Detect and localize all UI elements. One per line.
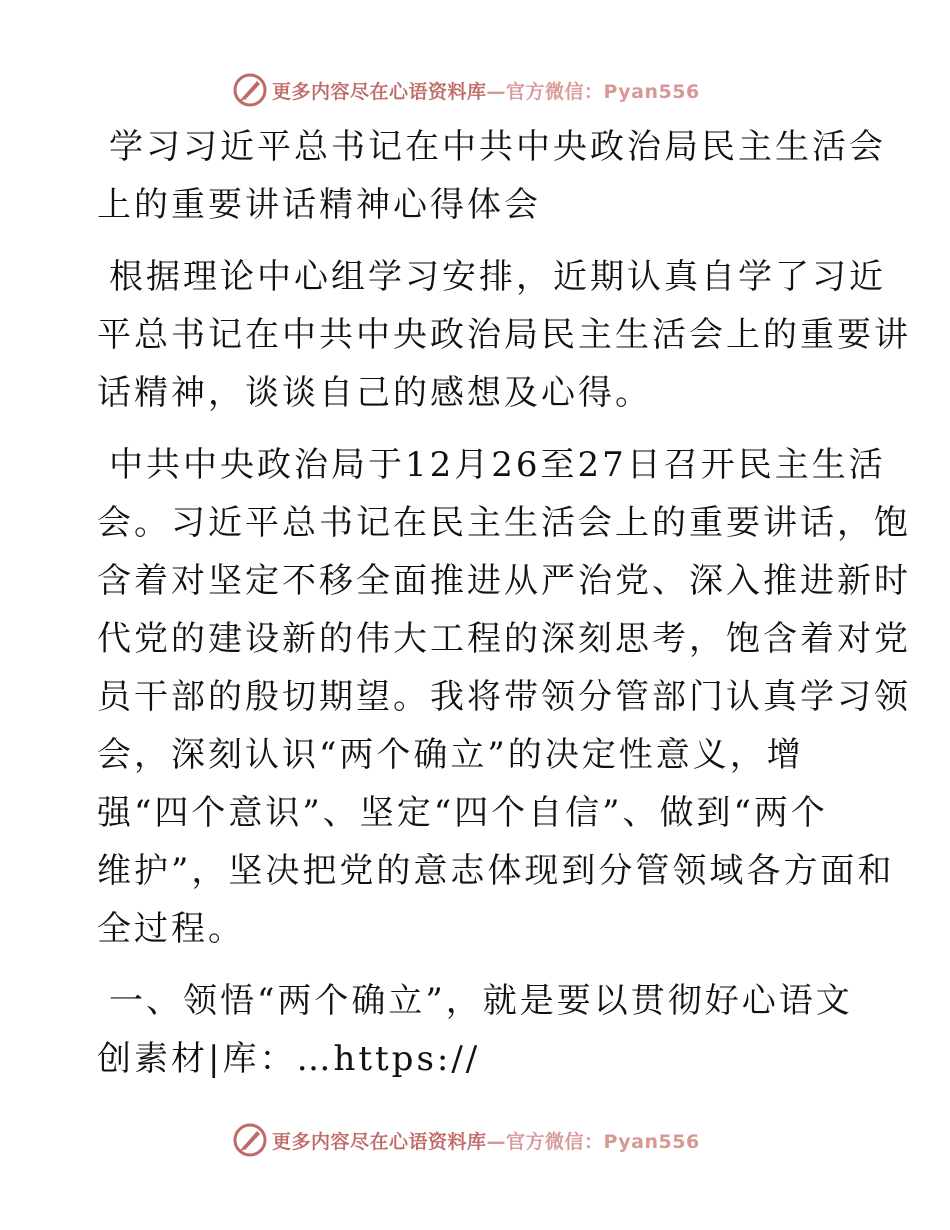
- watermark-brand: 更多内容尽在心语资料库: [272, 1130, 487, 1153]
- document-title: [97, 118, 886, 234]
- paragraph-intro: [97, 248, 911, 422]
- paragraph-line: 员干部的殷切期望。我将带领分管部门认真学习领: [97, 677, 911, 717]
- paragraph-line: 中共中央政治局于12月26至27日召开民主生活: [109, 445, 886, 485]
- paragraph-line: 代党的建设新的伟大工程的深刻思考，饱含着对党: [97, 619, 911, 659]
- paragraph-line: 全过程。: [97, 909, 245, 949]
- paragraph-section-one: [97, 972, 857, 1088]
- title-line: 学习习近平总书记在中共中央政治局民主生活会: [109, 127, 886, 167]
- watermark-separator: —: [486, 80, 507, 103]
- paragraph-line: 会，深刻认识“两个确立”的决定性意义，增: [97, 735, 804, 775]
- paragraph-line: 强“四个意识”、坚定“四个自信”、做到“两个: [97, 793, 828, 833]
- paragraph-line: 平总书记在中共中央政治局民主生活会上的重要讲: [97, 315, 911, 355]
- watermark-separator: —: [486, 1130, 507, 1153]
- section-heading-line: 一、领悟“两个确立”，就是要以贯彻好心语文: [109, 981, 853, 1021]
- paragraph-line: 根据理论中心组学习安排，近期认真自学了习近: [109, 257, 886, 297]
- paragraph-line: 创素材|库：…https://: [97, 1039, 481, 1079]
- watermark-text: [272, 1127, 700, 1154]
- watermark-suffix: 官方微信：Pyan556: [506, 80, 700, 103]
- paragraph-line: 话精神，谈谈自己的感想及心得。: [97, 373, 652, 413]
- watermark-suffix: 官方微信：Pyan556: [506, 1130, 700, 1153]
- paragraph-line: 会。习近平总书记在民主生活会上的重要讲话，饱: [97, 503, 911, 543]
- paragraph-line: 含着对坚定不移全面推进从严治党、深入推进新时: [97, 561, 911, 601]
- paragraph-line: 维护”，坚决把党的意志体现到分管领域各方面和: [97, 851, 895, 891]
- title-line: 上的重要讲话精神心得体会: [97, 185, 541, 225]
- watermark-banner-top: [232, 70, 732, 110]
- quill-pen-circle-icon: [232, 1122, 268, 1158]
- watermark-text: [272, 77, 700, 104]
- watermark-banner-bottom: [232, 1120, 732, 1160]
- watermark-brand: 更多内容尽在心语资料库: [272, 80, 487, 103]
- quill-pen-circle-icon: [232, 72, 268, 108]
- document-body: [97, 118, 911, 1088]
- paragraph-main: [97, 436, 911, 958]
